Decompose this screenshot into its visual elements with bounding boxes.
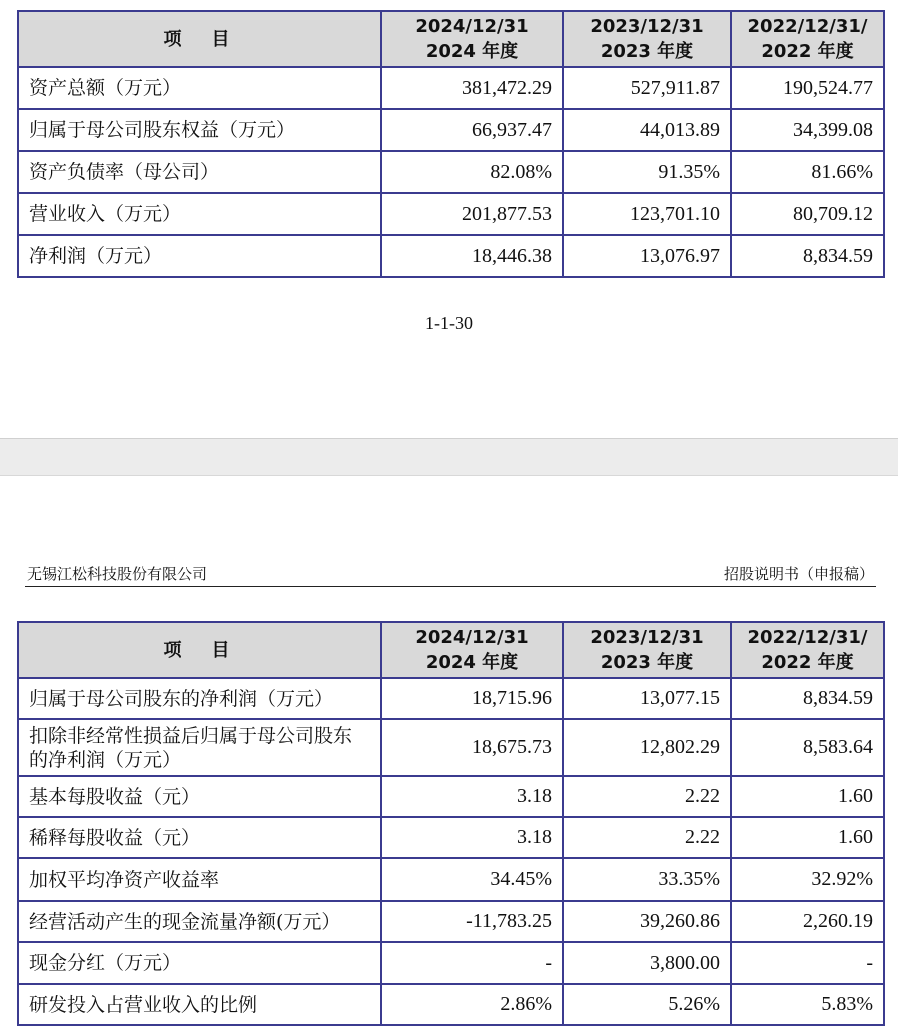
value-2024: 2.86% [381, 984, 563, 1025]
row-label: 资产负债率（母公司） [18, 151, 381, 193]
row-label: 归属于母公司股东权益（万元） [18, 109, 381, 151]
table-row [18, 817, 884, 858]
value-2024: 201,877.53 [381, 193, 563, 235]
value-2023: 13,076.97 [563, 235, 731, 277]
value-2024: -11,783.25 [381, 901, 563, 942]
row-label: 经营活动产生的现金流量净额(万元） [18, 901, 381, 942]
value-2023: 39,260.86 [563, 901, 731, 942]
value-2023: 5.26% [563, 984, 731, 1025]
table-row [18, 67, 884, 109]
value-2023: 91.35% [563, 151, 731, 193]
value-2022: 1.60 [731, 776, 884, 817]
value-2022: 34,399.08 [731, 109, 884, 151]
table-row [18, 109, 884, 151]
value-2023: 123,701.10 [563, 193, 731, 235]
table-row [18, 193, 884, 235]
value-2022: 190,524.77 [731, 67, 884, 109]
header-2024: 2024/12/31 2024 年度 [381, 11, 563, 67]
value-2023: 13,077.15 [563, 678, 731, 719]
value-2022: 81.66% [731, 151, 884, 193]
header-2023: 2023/12/31 2023 年度 [563, 11, 731, 67]
table-row [18, 776, 884, 817]
header-2024: 2024/12/31 2024 年度 [381, 622, 563, 678]
value-2022: - [731, 942, 884, 984]
header-2023: 2023/12/31 2023 年度 [563, 622, 731, 678]
value-2023: 2.22 [563, 817, 731, 858]
running-header [25, 560, 876, 587]
row-label: 净利润（万元） [18, 235, 381, 277]
financial-table-1 [17, 10, 885, 278]
company-name: 无锡江松科技股份有限公司 [27, 565, 208, 583]
value-2023: 33.35% [563, 858, 731, 901]
value-2024: 3.18 [381, 776, 563, 817]
row-label: 扣除非经常性损益后归属于母公司股东的净利润（万元） [18, 719, 381, 776]
page-number: 1-1-30 [425, 313, 473, 333]
row-label: 稀释每股收益（元） [18, 817, 381, 858]
header-item: 项 目 [18, 11, 381, 67]
row-label: 基本每股收益（元） [18, 776, 381, 817]
value-2022: 80,709.12 [731, 193, 884, 235]
value-2022: 2,260.19 [731, 901, 884, 942]
value-2022: 32.92% [731, 858, 884, 901]
table-row [18, 942, 884, 984]
value-2024: 66,937.47 [381, 109, 563, 151]
value-2022: 8,583.64 [731, 719, 884, 776]
header-item: 项 目 [18, 622, 381, 678]
table-row [18, 901, 884, 942]
table-row [18, 858, 884, 901]
table-row [18, 984, 884, 1025]
row-label: 归属于母公司股东的净利润（万元） [18, 678, 381, 719]
value-2023: 527,911.87 [563, 67, 731, 109]
value-2024: - [381, 942, 563, 984]
table-row [18, 151, 884, 193]
header-2022: 2022/12/31/ 2022 年度 [731, 622, 884, 678]
table-header-row [18, 622, 884, 678]
value-2022: 8,834.59 [731, 235, 884, 277]
row-label: 资产总额（万元） [18, 67, 381, 109]
value-2024: 18,675.73 [381, 719, 563, 776]
value-2023: 2.22 [563, 776, 731, 817]
value-2022: 8,834.59 [731, 678, 884, 719]
table-row [18, 678, 884, 719]
value-2024: 34.45% [381, 858, 563, 901]
financial-table-2 [17, 621, 885, 1026]
document-type: 招股说明书（申报稿） [723, 565, 874, 583]
row-label: 营业收入（万元） [18, 193, 381, 235]
value-2022: 1.60 [731, 817, 884, 858]
value-2024: 3.18 [381, 817, 563, 858]
value-2022: 5.83% [731, 984, 884, 1025]
row-label: 研发投入占营业收入的比例 [18, 984, 381, 1025]
value-2024: 18,446.38 [381, 235, 563, 277]
page-separator [0, 438, 898, 476]
table-row [18, 719, 884, 776]
value-2023: 44,013.89 [563, 109, 731, 151]
header-2022: 2022/12/31/ 2022 年度 [731, 11, 884, 67]
value-2024: 18,715.96 [381, 678, 563, 719]
value-2023: 12,802.29 [563, 719, 731, 776]
row-label: 现金分红（万元） [18, 942, 381, 984]
value-2024: 82.08% [381, 151, 563, 193]
value-2023: 3,800.00 [563, 942, 731, 984]
table-header-row [18, 11, 884, 67]
row-label: 加权平均净资产收益率 [18, 858, 381, 901]
table-row [18, 235, 884, 277]
value-2024: 381,472.29 [381, 67, 563, 109]
